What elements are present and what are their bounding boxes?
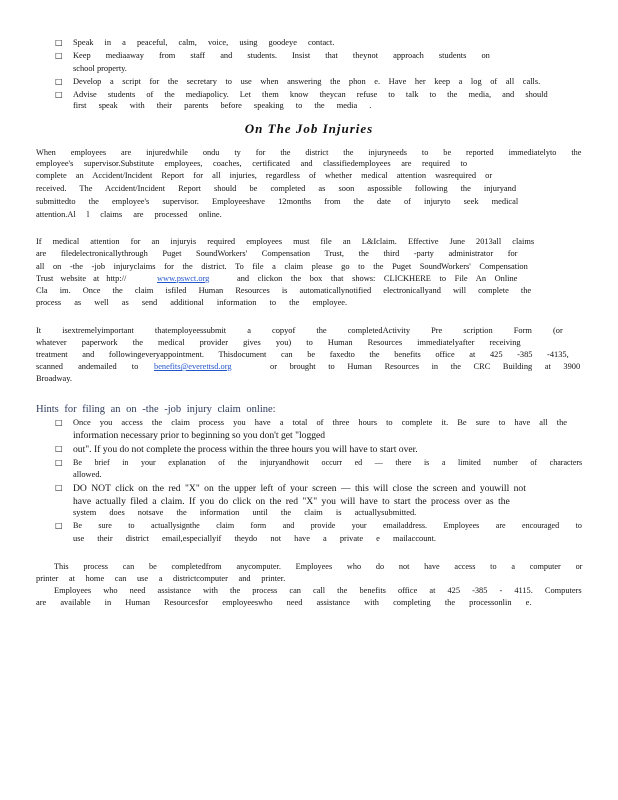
- hints-heading: Hints for filing an on -the -job injury claim online:: [36, 404, 276, 415]
- intro-bullet-3: Develop a script for the secretary to use when answering the phon e. Have her keep a log of all calls.: [73, 77, 541, 86]
- hint-line: allowed.: [73, 470, 102, 479]
- para4-line: printer at home can use a districtcomputer and printer.: [36, 574, 286, 583]
- para1-line: submittedto the employee's supervisor. Employeeshave 12months from the date of injuryto seek medical: [36, 197, 519, 206]
- para3-line: or brought to Human Resources in the CRC Building at 3900: [270, 362, 581, 371]
- para4-line: Employees who need assistance with the process can call the benefits office at 425 -385 - 4115. Computers: [54, 586, 582, 595]
- para2-line: and clickon the box that shows: CLICKHERE to File An Online: [237, 274, 518, 283]
- para1-line: received. The Accident/Incident Report should be completed as soon aspossible following the injuryand: [36, 184, 517, 193]
- hint-line: have actually filed a claim. If you do click on the red "X" you will have to start the process over as the: [73, 496, 510, 507]
- para2-line: are filedelectronicallythrough Puget SoundWorkers' Compensation Trust, the third -party administrator for: [36, 249, 518, 258]
- para3-line: whatever paperwork the medical provider gives you) to Human Resources immediatelyafter receiving: [36, 338, 521, 347]
- hint-line: Be brief in your explanation of the injuryandhowit occurr ed — there is a limited number of characters: [73, 458, 583, 467]
- para2-line: process as well as send additional information to the employee.: [36, 298, 348, 307]
- hint-line: out". If you do not complete the process within the three hours you will have to start over.: [73, 444, 418, 455]
- section-title: On The Job Injuries: [244, 121, 374, 136]
- bullet-icon: □: [55, 77, 63, 86]
- intro-bullet-1: Speak in a peaceful, calm, voice, using goodeye contact.: [73, 38, 335, 47]
- bullet-icon: □: [55, 521, 63, 530]
- bullet-icon: □: [55, 90, 63, 99]
- hint-line: information necessary prior to beginning so you don't get "logged: [73, 430, 326, 441]
- bullet-icon: □: [55, 418, 63, 427]
- para2-line: If medical attention for an injuryis required employees must file an L&Iclaim. Effective June 2013all claims: [36, 237, 535, 246]
- para3-line: It isextremelyimportant thatemployeessubmit a copyof the completedActivity Pre scription Form (or: [36, 326, 563, 335]
- para2-line: Trust website at http://: [36, 274, 127, 283]
- benefits-email-link[interactable]: benefits@everettsd.org: [154, 362, 232, 371]
- bullet-icon: □: [55, 444, 63, 453]
- para4-line: are available in Human Resourcesfor employeeswho need assistance with completing the processonlin e.: [36, 598, 532, 607]
- intro-bullet-4: Advise students of the mediapolicy. Let them know theycan refuse to talk to the media, and should: [73, 90, 548, 99]
- para1-line: complete an Accident/Incident Report for all injuries, regardless of whether medical attention wasrequired or: [36, 171, 493, 180]
- para3-line: scanned andemailed to: [36, 362, 139, 371]
- para3-line: Broadway.: [36, 374, 72, 383]
- para2-line: all on -the -job injuryclaims for the district. To file a claim please go to the Puget SoundWorkers' Compensation: [36, 262, 528, 271]
- intro-bullet-4-cont: first speak with their parents before speaking to the media .: [73, 101, 372, 110]
- bullet-icon: □: [55, 483, 63, 492]
- para1-line: When employees are injuredwhile ondu ty for the district the injuryneeds to be reported immediatelyto the: [36, 148, 582, 157]
- bullet-icon: □: [55, 38, 63, 47]
- hint-line: Be sure to actuallysignthe claim form and provide your emailaddress. Employees are encouraged to: [73, 521, 582, 530]
- intro-bullet-2: Keep mediaaway from staff and students. Insist that theynot approach students on: [73, 51, 490, 60]
- para3-line: treatment and followingeveryappointment. Thisdocument can be faxedto the benefits office at 425 -385 -4135,: [36, 350, 569, 359]
- intro-bullet-2-cont: school property.: [73, 64, 127, 73]
- hint-line: DO NOT click on the red "X" on the upper left of your screen — this will close the screen and youwill not: [73, 483, 526, 494]
- hint-line: Once you access the claim process you have a total of three hours to complete it. Be sure to have all the: [73, 418, 567, 427]
- para4-line: This process can be completedfrom anycomputer. Employees who do not have access to a computer or: [54, 562, 583, 571]
- para1-line: attention.Al l claims are processed online.: [36, 210, 222, 219]
- hint-line: use their district email,especiallyif theydo not have a private e mailaccount.: [73, 534, 437, 543]
- bullet-icon: □: [55, 51, 63, 60]
- para1-line: employee's supervisor.Substitute employees, coaches, certificated and classifiedemployees are required to: [36, 159, 468, 168]
- para2-line: Cla im. Once the claim isfiled Human Resources is automaticallynotified electronicallyand will complete the: [36, 286, 532, 295]
- bullet-icon: □: [55, 458, 63, 467]
- pswct-link[interactable]: www.pswct.org: [157, 274, 210, 283]
- hint-line: system does notsave the information until the claim is actuallysubmitted.: [73, 508, 417, 517]
